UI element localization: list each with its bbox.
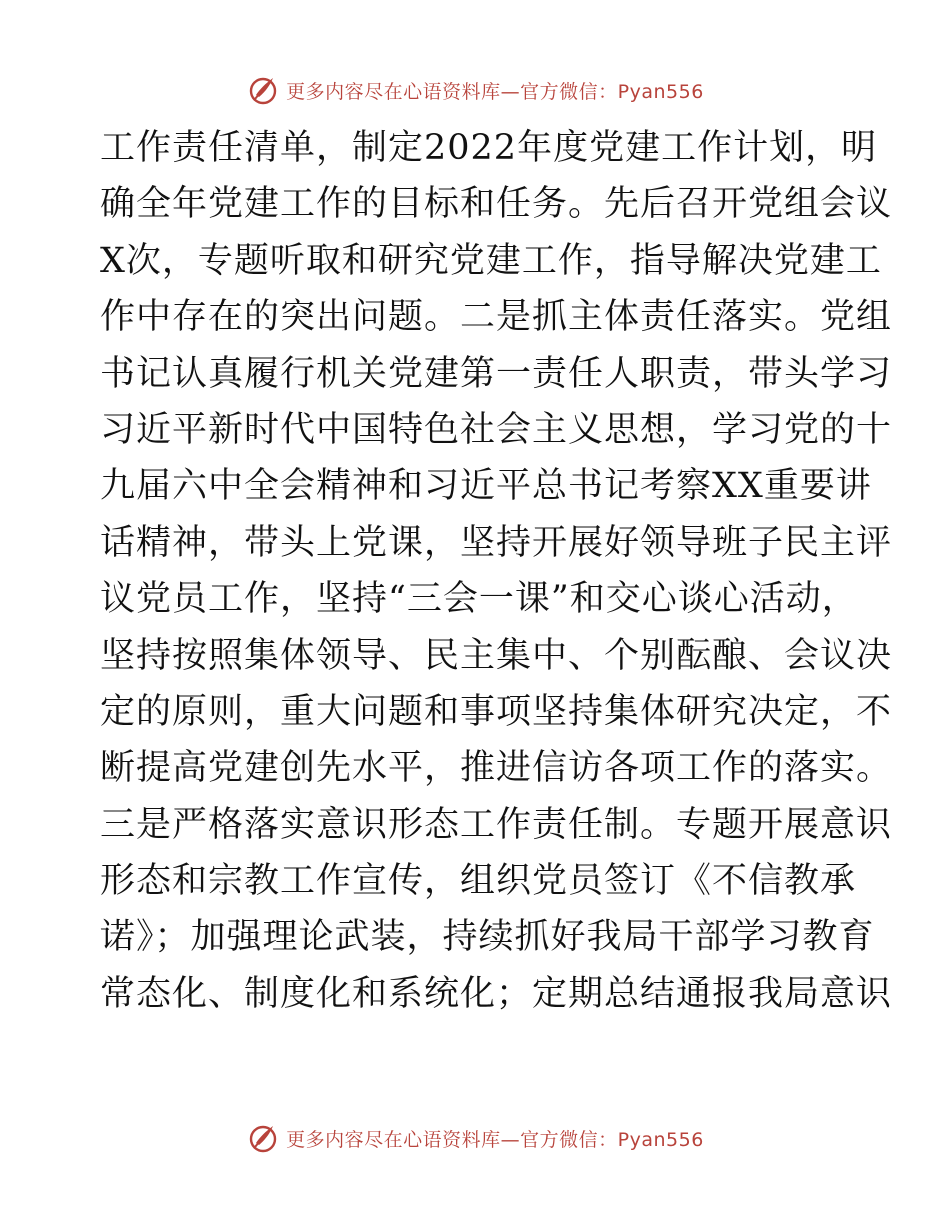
body-line: 确全年党建工作的目标和任务。先后召开党组会议 [100, 184, 893, 225]
body-line: X次，专题听取和研究党建工作，指导解决党建工 [100, 240, 882, 281]
body-line: 断提高党建创先水平，推进信访各项工作的落实。 [100, 748, 893, 789]
watermark-text: 更多内容尽在心语资料库—官方微信：Pyan556 [286, 80, 704, 103]
body-line: 工作责任清单，制定2022年度党建工作计划，明 [100, 128, 878, 168]
body-line: 习近平新时代中国特色社会主义思想，学习党的十 [100, 409, 893, 450]
body-line: 坚持按照集体领导、民主集中、个别酝酿、会议决 [100, 635, 893, 676]
body-line: 常态化、制度化和系统化；定期总结通报我局意识 [100, 973, 893, 1014]
body-line: 作中存在的突出问题。二是抓主体责任落实。党组 [100, 297, 893, 338]
body-line: 诺》；加强理论武装，持续抓好我局干部学习教育 [100, 917, 875, 958]
watermark-text: 更多内容尽在心语资料库—官方微信：Pyan556 [286, 1128, 704, 1151]
body-line: 形态和宗教工作宣传，组织党员签订《不信教承 [100, 861, 857, 902]
body-line: 九届六中全会精神和习近平总书记考察XX重要讲 [100, 466, 872, 507]
footer-watermark [0, 1118, 950, 1158]
body-line: 议党员工作，坚持“三会一课”和交心谈心活动， [100, 579, 858, 620]
body-line: 三是严格落实意识形态工作责任制。专题开展意识 [100, 804, 893, 845]
document-body [100, 120, 893, 1022]
header-watermark [0, 70, 950, 110]
body-line: 话精神，带头上党课，坚持开展好领导班子民主评 [100, 522, 893, 563]
quill-pen-logo-icon [246, 1121, 280, 1155]
body-line: 定的原则，重大问题和事项坚持集体研究决定，不 [100, 691, 893, 732]
quill-pen-logo-icon [246, 73, 280, 107]
body-line: 书记认真履行机关党建第一责任人职责，带头学习 [100, 353, 893, 394]
